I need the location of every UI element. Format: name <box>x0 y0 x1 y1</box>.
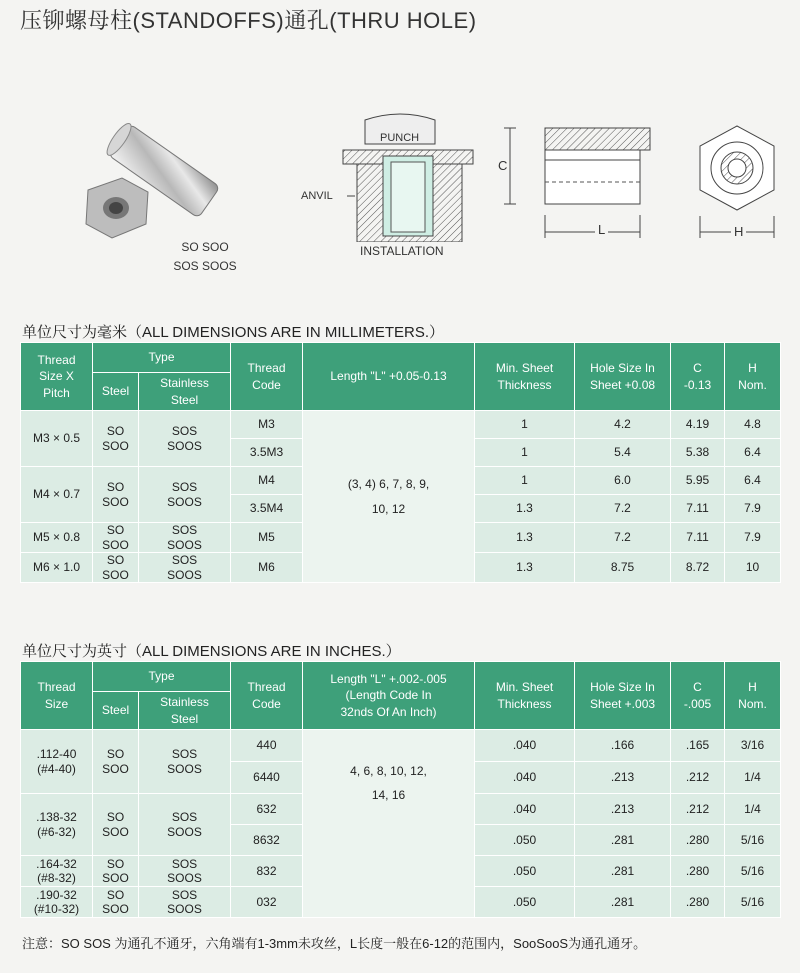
thread-size-cell: M5 × 0.8 <box>21 523 93 553</box>
thread-size-cell: .138-32 (#6-32) <box>21 794 93 856</box>
thread-code-cell: 632 <box>231 794 303 825</box>
installation-label: INSTALLATION <box>360 244 444 258</box>
steel-type-cell: SO SOO <box>93 794 139 856</box>
min-sheet-cell: 1 <box>475 411 575 439</box>
c-cell: .280 <box>671 887 725 918</box>
h-cell: 1/4 <box>725 794 781 825</box>
c-cell: 5.95 <box>671 467 725 495</box>
stainless-type-cell: SOS SOOS <box>139 887 231 918</box>
min-sheet-cell: .050 <box>475 887 575 918</box>
header-steel: Steel <box>93 373 139 411</box>
header-type: Type <box>93 662 231 692</box>
header-length: Length "L" +.002-.005 (Length Code In 32nds Of An Inch) <box>303 662 475 730</box>
steel-type-cell: SO SOO <box>93 856 139 887</box>
punch-label: PUNCH <box>380 132 420 144</box>
thread-code-cell: 3.5M3 <box>231 439 303 467</box>
installation-diagram <box>301 112 490 277</box>
h-cell: 10 <box>725 553 781 583</box>
header-thread-code: Thread Code <box>231 662 303 730</box>
header-c: C -.005 <box>671 662 725 730</box>
hole-size-cell: 4.2 <box>575 411 671 439</box>
h-dimension-label: H <box>731 224 746 239</box>
min-sheet-cell: .050 <box>475 825 575 856</box>
header-thread-size: Thread Size X Pitch <box>21 343 93 411</box>
h-cell: 7.9 <box>725 495 781 523</box>
product-label-so-soo: SO SOO <box>181 240 229 254</box>
standoff-photo-icon <box>60 120 260 245</box>
steel-type-cell: SO SOO <box>93 730 139 794</box>
c-cell: 4.19 <box>671 411 725 439</box>
c-cell: .212 <box>671 762 725 794</box>
steel-type-cell: SO SOO <box>93 887 139 918</box>
hole-size-cell: 8.75 <box>575 553 671 583</box>
page-title: 压铆螺母柱(STANDOFFS)通孔(THRU HOLE) <box>20 8 477 33</box>
thread-code-cell: 032 <box>231 887 303 918</box>
steel-type-cell: SO SOO <box>93 467 139 523</box>
h-cell: 7.9 <box>725 523 781 553</box>
hole-size-cell: .213 <box>575 762 671 794</box>
stainless-type-cell: SOS SOOS <box>139 553 231 583</box>
inch-heading: 单位尺寸为英寸（ALL DIMENSIONS ARE IN INCHES.） <box>22 643 401 660</box>
hole-size-cell: 6.0 <box>575 467 671 495</box>
stainless-type-cell: SOS SOOS <box>139 411 231 467</box>
hole-size-cell: .281 <box>575 856 671 887</box>
c-cell: .165 <box>671 730 725 762</box>
inch-spec-table <box>20 661 781 918</box>
thread-size-cell: .112-40 (#4-40) <box>21 730 93 794</box>
metric-heading: 单位尺寸为毫米（ALL DIMENSIONS ARE IN MILLIMETERS.） <box>22 324 445 341</box>
header-steel: Steel <box>93 692 139 730</box>
c-cell: 7.11 <box>671 495 725 523</box>
table-row <box>21 730 781 762</box>
side-view-icon <box>490 120 665 250</box>
l-dimension-label: L <box>595 222 608 237</box>
thread-size-cell: M6 × 1.0 <box>21 553 93 583</box>
hole-size-cell: .213 <box>575 794 671 825</box>
thread-size-cell: .164-32 (#8-32) <box>21 856 93 887</box>
thread-size-cell: M4 × 0.7 <box>21 467 93 523</box>
c-cell: 8.72 <box>671 553 725 583</box>
metric-spec-table <box>20 342 781 583</box>
header-length: Length "L" +0.05-0.13 <box>303 343 475 411</box>
product-illustration <box>60 120 260 280</box>
anvil-label: ANVIL <box>301 190 333 202</box>
hole-size-cell: 7.2 <box>575 523 671 553</box>
hole-size-cell: 5.4 <box>575 439 671 467</box>
h-cell: 5/16 <box>725 856 781 887</box>
min-sheet-cell: 1.3 <box>475 553 575 583</box>
min-sheet-cell: .040 <box>475 762 575 794</box>
end-view-drawing <box>690 118 785 248</box>
h-cell: 5/16 <box>725 887 781 918</box>
stainless-type-cell: SOS SOOS <box>139 794 231 856</box>
stainless-type-cell: SOS SOOS <box>139 856 231 887</box>
min-sheet-cell: .040 <box>475 794 575 825</box>
header-thread-size: Thread Size <box>21 662 93 730</box>
hole-size-cell: .166 <box>575 730 671 762</box>
thread-size-cell: .190-32 (#10-32) <box>21 887 93 918</box>
c-cell: 7.11 <box>671 523 725 553</box>
h-cell: 1/4 <box>725 762 781 794</box>
min-sheet-cell: 1 <box>475 467 575 495</box>
h-cell: 4.8 <box>725 411 781 439</box>
min-sheet-cell: .040 <box>475 730 575 762</box>
c-cell: .212 <box>671 794 725 825</box>
product-label-sos-soos: SOS SOOS <box>173 259 237 273</box>
h-cell: 3/16 <box>725 730 781 762</box>
min-sheet-cell: 1 <box>475 439 575 467</box>
header-min-sheet: Min. Sheet Thickness <box>475 662 575 730</box>
header-c: C -0.13 <box>671 343 725 411</box>
hole-size-cell: .281 <box>575 887 671 918</box>
stainless-type-cell: SOS SOOS <box>139 730 231 794</box>
hole-size-cell: 7.2 <box>575 495 671 523</box>
thread-size-cell: M3 × 0.5 <box>21 411 93 467</box>
footnote: 注意：SO SOS 为通孔不通牙，六角端有1-3mm未攻丝，L长度一般在6-12的范围内，SooSooS为通孔通牙。 <box>22 936 647 951</box>
steel-type-cell: SO SOO <box>93 411 139 467</box>
min-sheet-cell: .050 <box>475 856 575 887</box>
steel-type-cell: SO SOO <box>93 523 139 553</box>
c-cell: .280 <box>671 825 725 856</box>
side-view-drawing <box>490 120 665 250</box>
header-stainless: Stainless Steel <box>139 373 231 411</box>
thread-code-cell: 8632 <box>231 825 303 856</box>
thread-code-cell: 6440 <box>231 762 303 794</box>
table-row <box>21 411 781 439</box>
header-hole-size: Hole Size In Sheet +0.08 <box>575 343 671 411</box>
h-cell: 6.4 <box>725 439 781 467</box>
steel-type-cell: SO SOO <box>93 553 139 583</box>
c-cell: .280 <box>671 856 725 887</box>
length-values-cell: 4, 6, 8, 10, 12, 14, 16 <box>303 730 475 918</box>
min-sheet-cell: 1.3 <box>475 495 575 523</box>
thread-code-cell: 3.5M4 <box>231 495 303 523</box>
stainless-type-cell: SOS SOOS <box>139 467 231 523</box>
h-cell: 6.4 <box>725 467 781 495</box>
h-cell: 5/16 <box>725 825 781 856</box>
c-dimension-label: C <box>498 158 508 173</box>
header-thread-code: Thread Code <box>231 343 303 411</box>
header-hole-size: Hole Size In Sheet +.003 <box>575 662 671 730</box>
c-cell: 5.38 <box>671 439 725 467</box>
header-stainless: Stainless Steel <box>139 692 231 730</box>
thread-code-cell: M4 <box>231 467 303 495</box>
thread-code-cell: M5 <box>231 523 303 553</box>
thread-code-cell: 832 <box>231 856 303 887</box>
hole-size-cell: .281 <box>575 825 671 856</box>
header-min-sheet: Min. Sheet Thickness <box>475 343 575 411</box>
header-h: H Nom. <box>725 662 781 730</box>
length-values-cell: (3, 4) 6, 7, 8, 9, 10, 12 <box>303 411 475 583</box>
header-h: H Nom. <box>725 343 781 411</box>
thread-code-cell: M3 <box>231 411 303 439</box>
thread-code-cell: 440 <box>231 730 303 762</box>
header-type: Type <box>93 343 231 373</box>
thread-code-cell: M6 <box>231 553 303 583</box>
stainless-type-cell: SOS SOOS <box>139 523 231 553</box>
min-sheet-cell: 1.3 <box>475 523 575 553</box>
